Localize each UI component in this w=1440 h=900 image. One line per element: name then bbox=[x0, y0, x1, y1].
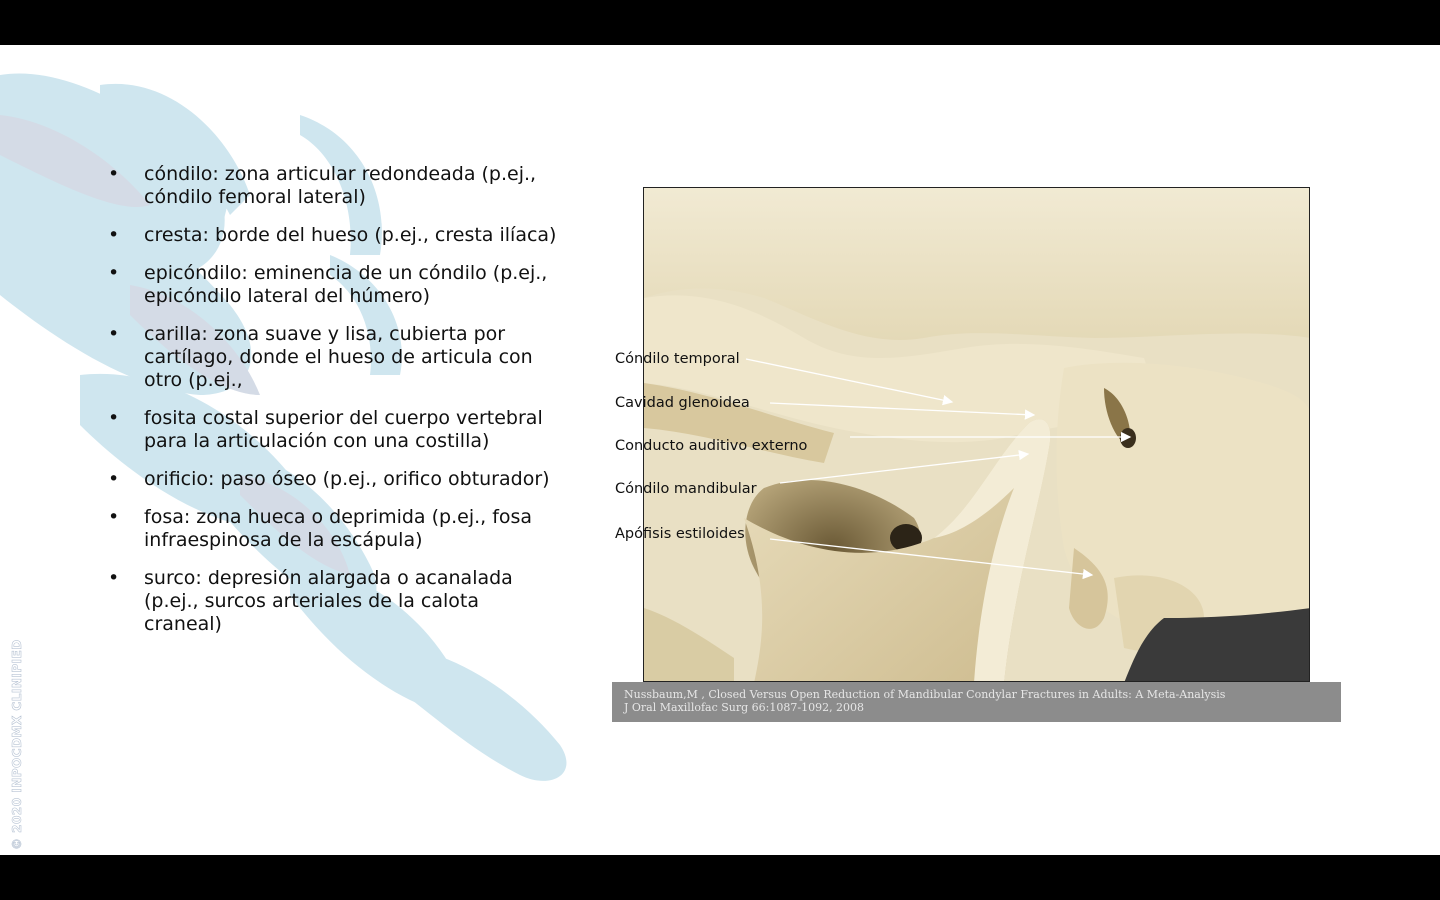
label-condilo-mandibular: Cóndilo mandibular bbox=[615, 481, 757, 497]
label-condilo-temporal: Cóndilo temporal bbox=[615, 351, 740, 367]
bullet-symbol: • bbox=[108, 224, 120, 246]
bullet-item bbox=[108, 224, 558, 247]
bullet-symbol: • bbox=[108, 407, 120, 429]
label-apofisis-estiloides: Apófisis estiloides bbox=[615, 526, 745, 542]
letterbox-top bbox=[0, 0, 1440, 45]
bullet-symbol: • bbox=[108, 567, 120, 589]
caption-line-1: Nussbaum,M , Closed Versus Open Reduction of Mandibular Condylar Fractures in Adults: A Meta-Analysis bbox=[624, 688, 1226, 701]
bullet-symbol: • bbox=[108, 468, 120, 490]
bullet-item bbox=[108, 407, 558, 453]
skull-illustration bbox=[644, 188, 1310, 682]
caption-line-2: J Oral Maxillofac Surg 66:1087-1092, 2008 bbox=[624, 701, 865, 714]
bullet-symbol: • bbox=[108, 506, 120, 528]
skull-photo bbox=[643, 187, 1310, 682]
bullet-item bbox=[108, 506, 558, 552]
bullet-text: epicóndilo: eminencia de un cóndilo (p.ej., epicóndilo lateral del húmero) bbox=[144, 262, 548, 307]
bullet-item bbox=[108, 262, 558, 308]
bullet-list bbox=[108, 163, 558, 651]
label-cavidad-glenoidea: Cavidad glenoidea bbox=[615, 395, 750, 411]
copyright-notice: © 2020 INPOCDMX CLINIPIED bbox=[10, 639, 24, 850]
bullet-text: orificio: paso óseo (p.ej., orifico obturador) bbox=[144, 468, 550, 490]
bullet-text: fosita costal superior del cuerpo vertebral para la articulación con una costilla) bbox=[144, 407, 543, 452]
bullet-text: cresta: borde del hueso (p.ej., cresta ilíaca) bbox=[144, 224, 557, 246]
bullet-symbol: • bbox=[108, 262, 120, 284]
bullet-item bbox=[108, 163, 558, 209]
bullet-text: surco: depresión alargada o acanalada (p.ej., surcos arteriales de la calota craneal) bbox=[144, 567, 513, 635]
label-conducto-auditivo-externo: Conducto auditivo externo bbox=[615, 438, 808, 454]
figure-caption bbox=[612, 682, 1341, 722]
bullet-item bbox=[108, 468, 558, 491]
letterbox-bottom bbox=[0, 855, 1440, 900]
bullet-symbol: • bbox=[108, 163, 120, 185]
bullet-item bbox=[108, 567, 558, 636]
slide bbox=[0, 45, 1440, 855]
bullet-text: carilla: zona suave y lisa, cubierta por cartílago, donde el hueso de articula con otro (p.ej., bbox=[144, 323, 533, 391]
bullet-symbol: • bbox=[108, 323, 120, 345]
bullet-item bbox=[108, 323, 558, 392]
bullet-text: fosa: zona hueca o deprimida (p.ej., fosa infraespinosa de la escápula) bbox=[144, 506, 533, 551]
bullet-text: cóndilo: zona articular redondeada (p.ej., cóndilo femoral lateral) bbox=[144, 163, 537, 208]
